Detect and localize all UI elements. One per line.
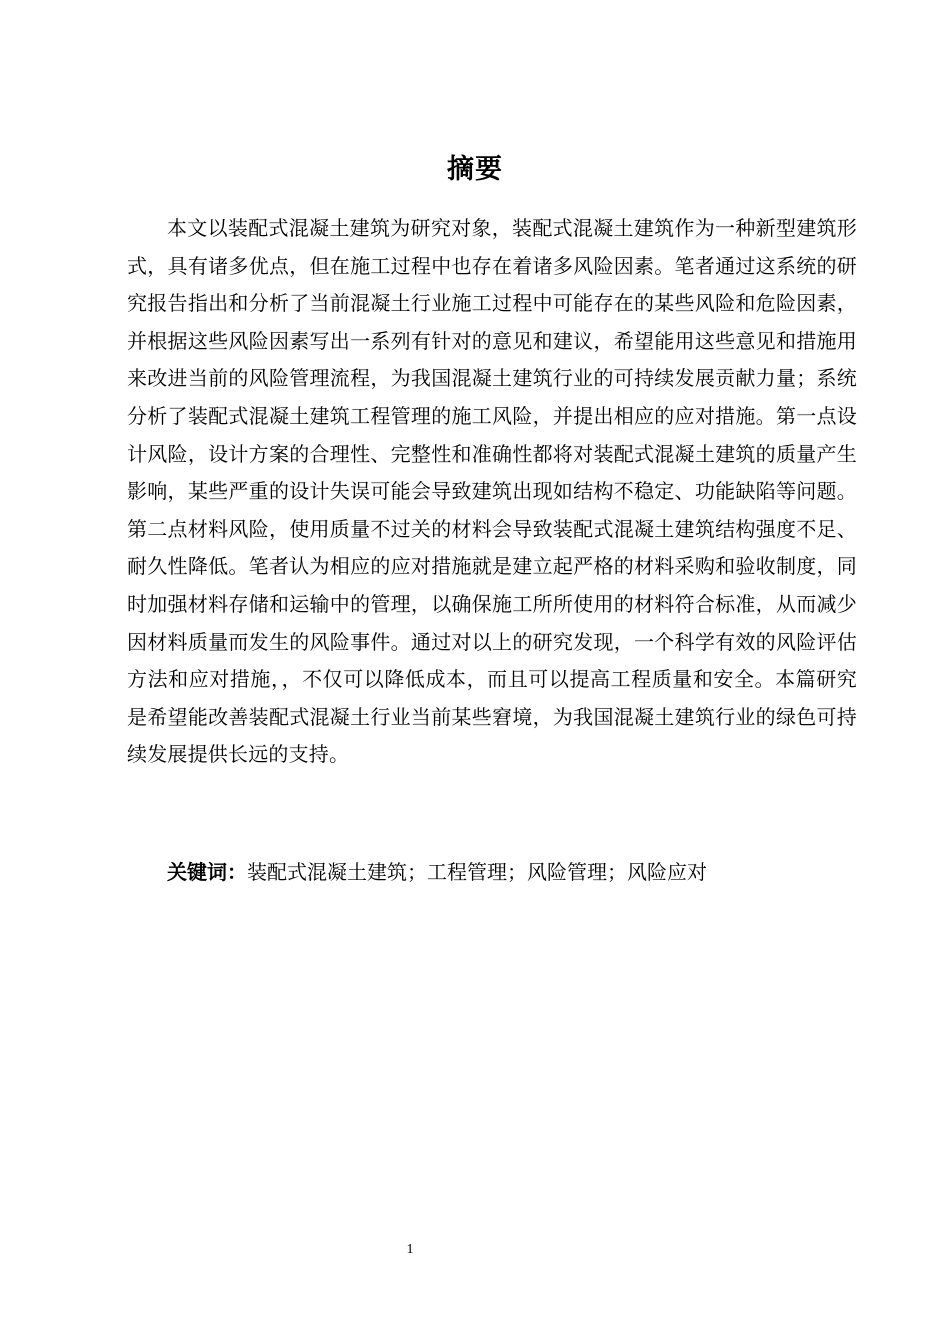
abstract-paragraph: 本文以装配式混凝土建筑为研究对象，装配式混凝土建筑作为一种新型建筑形式，具有诸多优点，但在施工过程中也存在着诸多风险因素。笔者通过这系统的研究报告指出和分析了当前混凝土行业施工过程中可能存在的某些风险和危险因素，并根据这些风险因素写出一系列有针对的意见和建议，希望能用这些意见和措施用来改进当前的风险管理流程，为我国混凝土建筑行业的可持续发展贡献力量；系统分析了装配式混凝土建筑工程管理的施工风险，并提出相应的应对措施。第一点设计风险，设计方案的合理性、完整性和准确性都将对装配式混凝土建筑的质量产生影响，某些严重的设计失误可能会导致建筑出现如结构不稳定、功能缺陷等问题。第二点材料风险，使用质量不过关的材料会导致装配式混凝土建筑结构强度不足、耐久性降低。笔者认为相应的应对措施就是建立起严格的材料采购和验收制度，同时加强材料存储和运输中的管理，以确保施工所所使用的材料符合标准，从而减少因材料质量而发生的风险事件。通过对以上的研究发现，一个科学有效的风险评估方法和应对措施，，不仅可以降低成本，而且可以提高工程质量和安全。本篇研究是希望能改善装配式混凝土行业当前某些窘境，为我国混凝土建筑行业的绿色可持续发展提供长远的支持。: [127, 216, 857, 767]
keywords-list: 装配式混凝土建筑；工程管理；风险管理；风险应对: [247, 860, 707, 884]
page-number: 1: [406, 1242, 414, 1257]
keywords-label: 关键词：: [167, 860, 247, 884]
page-title: 摘要: [447, 154, 503, 185]
keywords-line: [167, 856, 857, 888]
